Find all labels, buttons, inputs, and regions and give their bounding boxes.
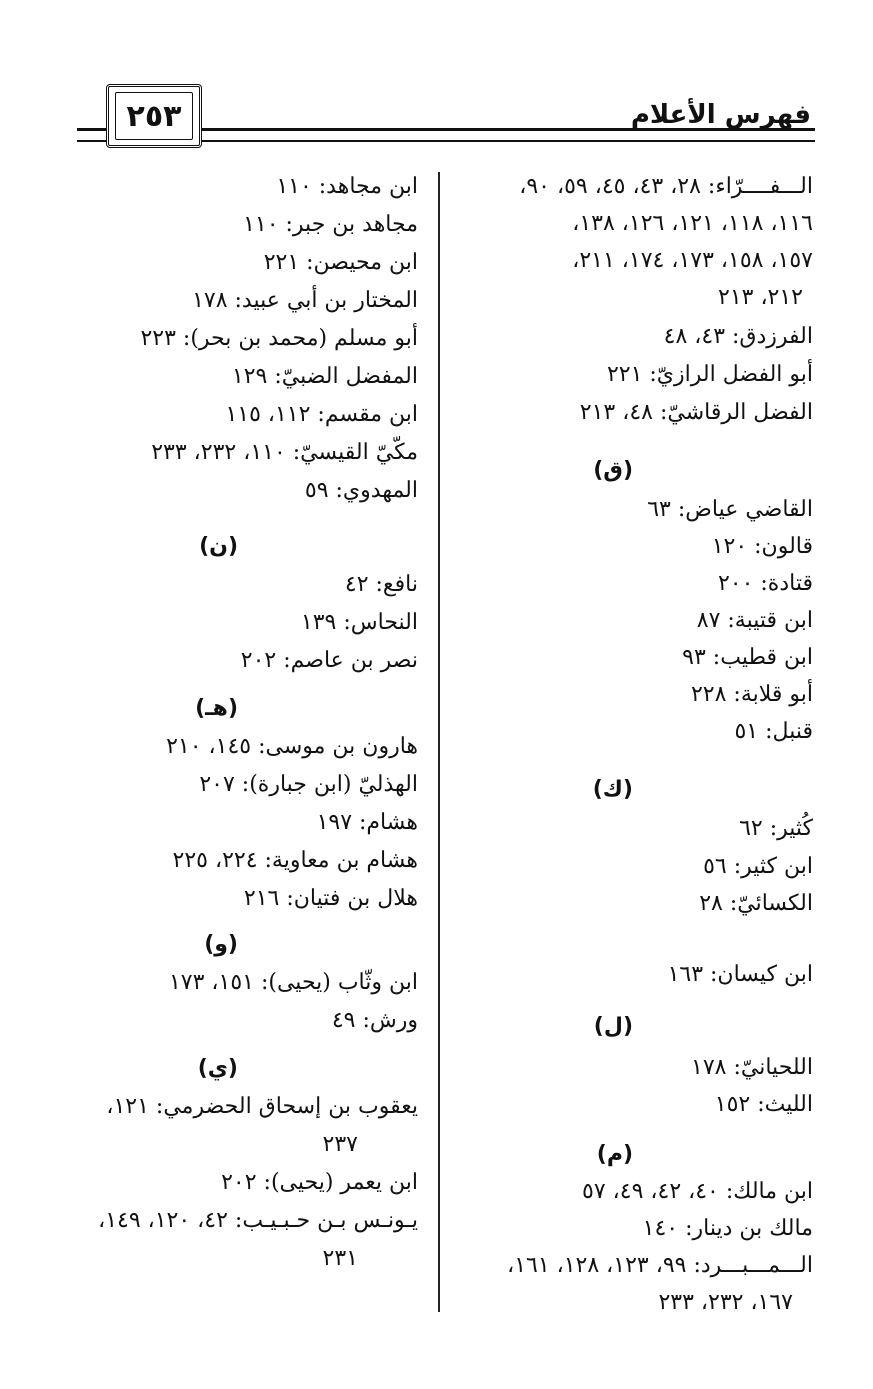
index-entry: ابن مجاهد: ١١٠ (276, 174, 418, 199)
index-entry: الكسائيّ: ٢٨ (699, 891, 813, 916)
index-entry: نصر بن عاصم: ٢٠٢ (240, 648, 418, 673)
index-entry: مالك بن دينار: ١٤٠ (642, 1216, 813, 1241)
index-entry: هارون بن موسى: ١٤٥، ٢١٠ (166, 734, 418, 759)
page-title: فهرس الأعلام (630, 100, 811, 130)
index-entry: الـــمـــبـــرد: ٩٩، ١٢٣، ١٢٨، ١٦١، (507, 1253, 813, 1278)
index-entry: أبو قلابة: ٢٢٨ (690, 682, 813, 707)
index-entry: ابن محيصن: ٢٢١ (263, 250, 418, 275)
index-entry: ابن كثير: ٥٦ (703, 854, 813, 879)
index-entry: هلال بن فتيان: ٢١٦ (243, 886, 418, 911)
index-entry: يعقوب بن إسحاق الحضرمي: ١٢١، (106, 1094, 418, 1119)
section-header: (م) (596, 1142, 633, 1167)
index-entry: النحاس: ١٣٩ (300, 610, 418, 635)
index-entry-continuation: ١٥٧، ١٥٨، ١٧٣، ١٧٤، ٢١١، (572, 248, 813, 273)
section-header: (ن) (199, 534, 238, 559)
index-entry: الليث: ١٥٢ (714, 1092, 813, 1117)
index-entry: مجاهد بن جبر: ١١٠ (243, 212, 418, 237)
index-entry: المختار بن أبي عبيد: ١٧٨ (192, 288, 418, 313)
index-entry: يـونـس بـن حـبـيـب: ٤٢، ١٢٠، ١٤٩، (98, 1208, 418, 1233)
page-number-badge: ٢٥٣ (106, 84, 202, 148)
index-entry: مكّيّ القيسيّ: ١١٠، ٢٣٢، ٢٣٣ (151, 440, 418, 465)
index-entry: هشام: ١٩٧ (316, 810, 418, 835)
index-entry-continuation: ٢٣٧ (322, 1132, 358, 1157)
index-entry: المفضل الضبيّ: ١٢٩ (231, 364, 418, 389)
section-header: (و) (204, 932, 238, 957)
index-entry: أبو الفضل الرازيّ: ٢٢١ (606, 362, 813, 387)
index-entry: ابن وثّاب (يحيى): ١٥١، ١٧٣ (168, 970, 418, 995)
index-entry: ابن كيسان: ١٦٣ (667, 962, 813, 987)
index-entry: ابن مقسم: ١١٢، ١١٥ (225, 402, 418, 427)
index-entry-continuation: ٢٣١ (322, 1246, 358, 1271)
index-entry: ابن قطيب: ٩٣ (682, 645, 813, 670)
index-entry: ابن يعمر (يحيى): ٢٠٢ (221, 1170, 418, 1195)
index-entry-continuation: ١٦٧، ٢٣٢، ٢٣٣ (658, 1290, 793, 1315)
index-entry: الهذليّ (ابن جبارة): ٢٠٧ (199, 772, 418, 797)
section-header: (ك) (592, 777, 633, 802)
index-entry: ابن قتيبة: ٨٧ (696, 608, 813, 633)
section-header: (هـ) (195, 696, 238, 721)
index-entry: الـــفــــرّاء: ٢٨، ٤٣، ٤٥، ٥٩، ٩٠، (519, 174, 813, 199)
index-entry: الفرزدق: ٤٣، ٤٨ (663, 324, 813, 349)
index-entry: قتادة: ٢٠٠ (717, 571, 813, 596)
index-entry: كُثير: ٦٢ (739, 816, 813, 841)
index-entry: أبو مسلم (محمد بن بحر): ٢٢٣ (140, 326, 418, 351)
index-entry: الفضل الرقاشيّ: ٤٨، ٢١٣ (579, 400, 813, 425)
index-entry: القاضي عياض: ٦٣ (647, 497, 813, 522)
index-entry-continuation: ٢١٢، ٢١٣ (718, 285, 803, 310)
index-entry: المهدوي: ٥٩ (304, 478, 418, 503)
index-entry: هشام بن معاوية: ٢٢٤، ٢٢٥ (172, 848, 418, 873)
section-header: (ل) (593, 1014, 633, 1039)
index-entry: قنبل: ٥١ (734, 719, 813, 744)
index-entry-continuation: ١١٦، ١١٨، ١٢١، ١٢٦، ١٣٨، (572, 211, 813, 236)
index-entry: قالون: ١٢٠ (711, 534, 813, 559)
section-header: (ق) (593, 458, 633, 483)
index-entry: ابن مالك: ٤٠، ٤٢، ٤٩، ٥٧ (582, 1179, 813, 1204)
index-entry: ورش: ٤٩ (331, 1008, 418, 1033)
index-entry: نافع: ٤٢ (344, 572, 418, 597)
section-header: (ي) (197, 1056, 238, 1081)
index-entry: اللحيانيّ: ١٧٨ (691, 1055, 813, 1080)
column-divider (438, 172, 440, 1312)
